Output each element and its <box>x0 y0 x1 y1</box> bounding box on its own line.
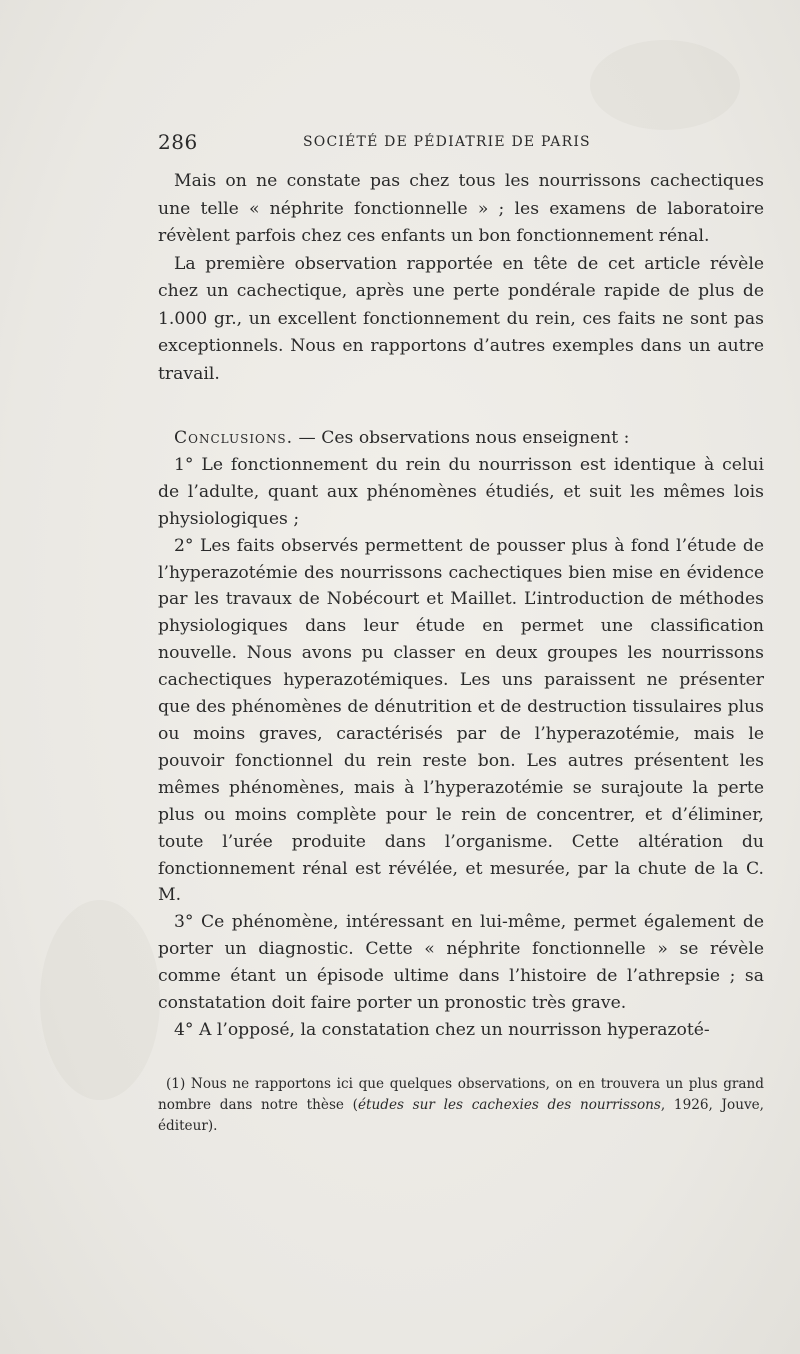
paper-stain <box>590 40 740 130</box>
conclusion-item-2: 2° Les faits observés permettent de pousser plus à fond l’étude de l’hyperazotémie des nourrissons cachectiques bien mise en évidence par les travaux de Nobécourt et Maillet. L’introduction de méthodes physiologiques dans leur étude en permet une classification nouvelle. Nous avons pu classer en deux groupes les nourrissons cachectiques hyperazotémiques. Les uns paraissent ne présenter que des phénomènes de dénutrition et de destruction tissulaires plus ou moins graves, caractérisés par de l’hyperazotémie, mais le pouvoir fonctionnel du rein reste bon. Les autres présentent les mêmes phénomènes, mais à l’hyperazotémie se surajoute la perte plus ou moins complète pour le rein de concentrer, et d’éliminer, toute l’urée produite dans l’organisme. Cette altération du fonctionnement rénal est révélée, et mesurée, par la chute de la C. M. <box>158 535 764 906</box>
footnote-text: Nous ne rapportons ici que quelques observations, on en trouvera un plus grand nombre dans notre thèse ( <box>158 1076 764 1113</box>
footnote-text-end: , 1926, Jouve, éditeur). <box>158 1096 764 1134</box>
conclusions-heading: Conclusions. <box>174 428 294 448</box>
conclusion-item-4: 4° A l’opposé, la constatation chez un nourrisson hyperazoté- <box>174 1019 710 1040</box>
paper-stain <box>40 900 160 1100</box>
footnote-title: études sur les cachexies des nourrissons <box>357 1096 661 1113</box>
footnote-marker: (1) <box>166 1076 186 1092</box>
conclusion-item-1: 1° Le fonctionnement du rein du nourrisson est identique à celui de l’adulte, quant aux phénomènes étudiés, et suit les mêmes lois physiologiques ; <box>158 454 764 529</box>
conclusions-intro <box>158 425 764 452</box>
running-head: SOCIÉTÉ DE PÉDIATRIE DE PARIS <box>303 134 591 150</box>
footnote <box>158 1074 764 1136</box>
body-text <box>158 168 764 388</box>
page-header <box>158 130 603 156</box>
conclusion-item-3: 3° Ce phénomène, intéressant en lui-même, permet également de porter un diagnostic. Cette « néphrite fonctionnelle » se révèle comme étant un épisode ultime dans l’histoire de l’athrepsie ; sa constatation doit faire porter un pronostic très grave. <box>158 912 764 1014</box>
conclusions-intro-text: — Ces observations nous enseignent : <box>293 428 630 448</box>
paragraph: La première observation rapportée en tête de cet article révèle chez un cachectique, après une perte pondérale rapide de plus de 1.000 gr., un excellent fonctionnement du rein, ces faits ne sont pas exceptionnels. Nous en rapportons d’autres exemples dans un autre travail. <box>158 253 764 384</box>
conclusions-section <box>158 425 764 1044</box>
page-number: 286 <box>158 130 198 154</box>
paragraph: Mais on ne constate pas chez tous les nourrissons cachectiques une telle « néphrite fonctionnelle » ; les examens de laboratoire révèlent parfois chez ces enfants un bon fonctionnement rénal. <box>158 171 764 246</box>
